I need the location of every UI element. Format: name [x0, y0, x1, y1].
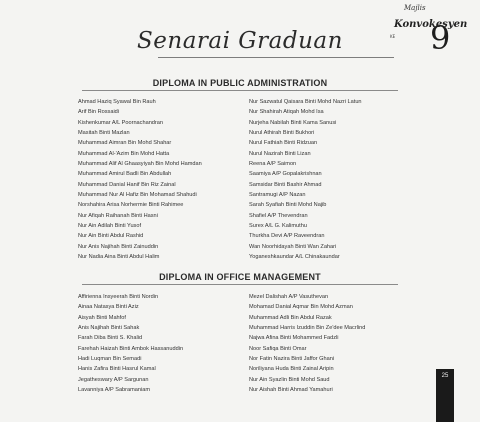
graduate-name: Mohamad Danial Aqmar Bin Mohd Azman: [249, 304, 353, 311]
graduate-name: Shafiel A/P Thevendran: [249, 212, 308, 219]
graduate-name: Ahmad Haziq Syawal Bin Rauh: [78, 99, 156, 105]
graduate-name: Santramugi A/P Nazan: [249, 192, 306, 199]
graduate-name: Muhammad Nur Al Hafiz Bin Mohamad Shahudi: [78, 192, 197, 199]
graduate-list-office-management-left: [78, 292, 183, 395]
graduate-name: Farah Diba Binti S. Khalid: [78, 335, 143, 342]
graduate-name: Wan Noorhidayah Binti Wan Zahari: [249, 243, 337, 250]
graduate-name: Nurul Fathiah Binti Ridzuan: [249, 140, 318, 147]
graduate-name: Surex A/L G. Kalimuthu: [249, 223, 307, 230]
graduate-name: Lavanniya A/P Sabramaniam: [78, 387, 151, 394]
graduate-name: Nur Ain Adilah Binti Yusof: [78, 223, 142, 230]
graduate-name: Nur Ain Syazlin Binti Mohd Saud: [249, 376, 330, 383]
graduate-name: Ainaa Natasya Binti Aziz: [78, 304, 139, 311]
graduate-name: Affirienna Insyeerah Binti Nordin: [78, 294, 159, 300]
graduate-name: Muhammad Aimran Bin Mohd Shahar: [78, 140, 172, 147]
graduate-name: Nur Nadia Aina Binti Abdul Halim: [78, 254, 160, 261]
logo-script-text: Majlis: [404, 4, 426, 12]
graduate-name: Samsidar Binti Bashir Ahmad: [249, 181, 322, 188]
graduate-name: Kishenkumar A/L Poornachandran: [78, 119, 163, 126]
title-divider: [158, 57, 394, 58]
graduate-name: Nurul Nazirah Binti Lizan: [249, 150, 311, 157]
logo-title-text: Konvokesyen: [394, 19, 468, 30]
graduate-name: Nur Aishah Binti Ahmad Yamahuri: [249, 387, 333, 394]
graduate-list-public-administration-left: [78, 97, 202, 263]
graduate-name: Muhammad Harris Izuddin Bin Ze'dee Macrlind: [249, 325, 366, 332]
graduate-name: Muhammad Al-'Azim Bin Mohd Hatta: [78, 150, 170, 157]
graduate-list-office-management-right: [249, 292, 365, 395]
section-divider-public-administration: [82, 90, 398, 91]
graduate-name: Muhammad Alif Al Ghaasyiyah Bin Mohd Hamdan: [78, 161, 202, 168]
section-heading-office-management: DIPLOMA IN OFFICE MANAGEMENT: [159, 272, 321, 282]
logo-sub-text: KE: [390, 34, 396, 39]
graduate-name: Muhammad Danial Hanif Bin Riz Zainal: [78, 181, 176, 188]
graduate-name: Nurul Athirah Binti Bukhori: [249, 130, 315, 137]
graduate-name: Reena A/P Saimon: [249, 161, 297, 168]
logo-number: 9: [430, 19, 451, 57]
page-number: 25: [441, 373, 449, 379]
graduate-name: Nur Sazwatul Qaisara Binti Mohd Nazri Latun: [249, 99, 362, 105]
section-divider-office-management: [82, 284, 398, 285]
graduate-name: Arif Bin Rossaidi: [78, 109, 120, 116]
graduate-name: Muhammad Adli Bin Abdul Razak: [249, 314, 332, 321]
graduate-name: Norshahira Arisa Norhermie Binti Rahimee: [78, 202, 184, 209]
page-title: Senarai Graduan: [137, 28, 343, 54]
graduate-name: Mezel Dalishah A/P Vasuthevan: [249, 294, 329, 300]
graduate-name: Noriliyana Huda Binti Zainal Aripin: [249, 366, 334, 373]
graduate-name: Nor Fatin Nazira Binti Jaffor Ghani: [249, 356, 335, 363]
graduate-name: Masitah Binti Mazlan: [78, 130, 130, 137]
graduate-name: Muhammad Amirul Badli Bin Abdullah: [78, 171, 172, 178]
graduate-name: Saamiya A/P Gopalakrishnan: [249, 171, 322, 178]
graduate-name: Sarah Syafiah Binti Mohd Najib: [249, 202, 327, 209]
graduate-name: Nur Afiqah Raihanah Binti Hasni: [78, 212, 158, 219]
graduate-name: Nur Anis Najihah Binti Zainuddin: [78, 243, 159, 250]
graduate-name: Jegatheswary A/P Sargunan: [78, 376, 149, 383]
page-number-tab: [436, 369, 454, 422]
graduate-name: Noor Safiqa Binti Omar: [249, 345, 307, 352]
graduate-name: Yoganeshkaundar A/L Chinakaundar: [249, 254, 340, 261]
graduate-name: Najwa Afina Binti Mohammed Fadzli: [249, 335, 339, 342]
graduate-name: Anis Najihah Binti Sahak: [78, 325, 140, 332]
graduate-list-public-administration-right: [249, 97, 362, 263]
graduate-name: Farehah Haizah Binti Ambok Hassanuddin: [78, 345, 184, 352]
graduate-name: Thurkha Devi A/P Raveendran: [249, 233, 325, 240]
graduate-name: Hadi Luqman Bin Semadi: [78, 356, 142, 363]
graduate-name: Nurjeha Nabilah Binti Kama Sanusi: [249, 119, 337, 126]
graduate-name: Nur Shahirah Atiqah Mohd Isa: [249, 109, 324, 116]
graduate-name: Aisyah Binti Mahfof: [78, 314, 126, 321]
graduate-name: Hanis Zafira Binti Hasrul Kamal: [78, 366, 156, 373]
section-heading-public-administration: DIPLOMA IN PUBLIC ADMINISTRATION: [152, 78, 328, 88]
graduate-name: Nur Ain Binti Abdul Rashid: [78, 233, 144, 240]
